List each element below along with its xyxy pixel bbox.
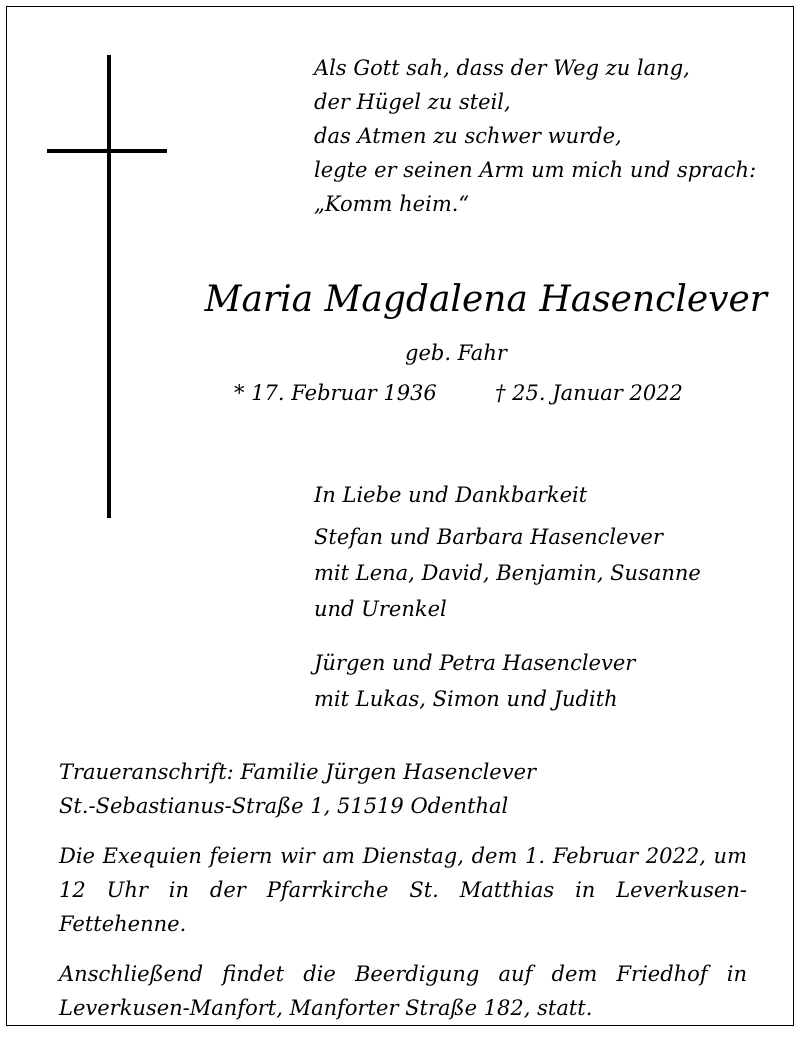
mourner-group <box>314 519 701 627</box>
mourner-line: Stefan und Barbara Hasenclever <box>314 525 663 549</box>
birth-date: * 17. Februar 1936 <box>234 381 437 405</box>
poem <box>314 51 756 221</box>
poem-line: legte er seinen Arm um mich und sprach: <box>314 158 757 182</box>
mourner-line: mit Lukas, Simon und Judith <box>314 687 618 711</box>
mourner-line: Jürgen und Petra Hasenclever <box>314 651 636 675</box>
mourner-line: mit Lena, David, Benjamin, Susanne <box>314 561 701 585</box>
poem-line: der Hügel zu steil, <box>314 90 511 114</box>
birth-name: geb. Fahr <box>405 341 507 365</box>
cross-icon-crossbar <box>47 149 167 153</box>
death-date: † 25. Januar 2022 <box>495 381 683 405</box>
mourner-line: und Urenkel <box>314 597 447 621</box>
funeral-service-text: Die Exequien feiern wir am Dienstag, dem 1. Februar 2022, um 12 Uhr in der Pfarrkirche St. Matthias in Leverkusen-Fettehenne. <box>59 844 747 936</box>
deceased-name: Maria Magdalena Hasenclever <box>204 279 767 320</box>
mourners <box>314 477 701 717</box>
poem-line: Als Gott sah, dass der Weg zu lang, <box>314 56 690 80</box>
mourners-intro: In Liebe und Dankbarkeit <box>314 483 588 507</box>
poem-line: das Atmen zu schwer wurde, <box>314 124 622 148</box>
notice-footer <box>59 755 747 1025</box>
mourning-address: Traueranschrift: Familie Jürgen Hasenclever <box>59 760 537 784</box>
mourning-address-street: St.-Sebastianus-Straße 1, 51519 Odenthal <box>59 794 509 818</box>
mourner-group <box>314 645 701 717</box>
poem-line: „Komm heim.“ <box>314 192 470 216</box>
burial-text: Anschließend findet die Beerdigung auf dem Friedhof in Leverkusen-Manfort, Manforter Straße 182, statt. <box>59 962 747 1020</box>
obituary-notice <box>6 6 794 1026</box>
